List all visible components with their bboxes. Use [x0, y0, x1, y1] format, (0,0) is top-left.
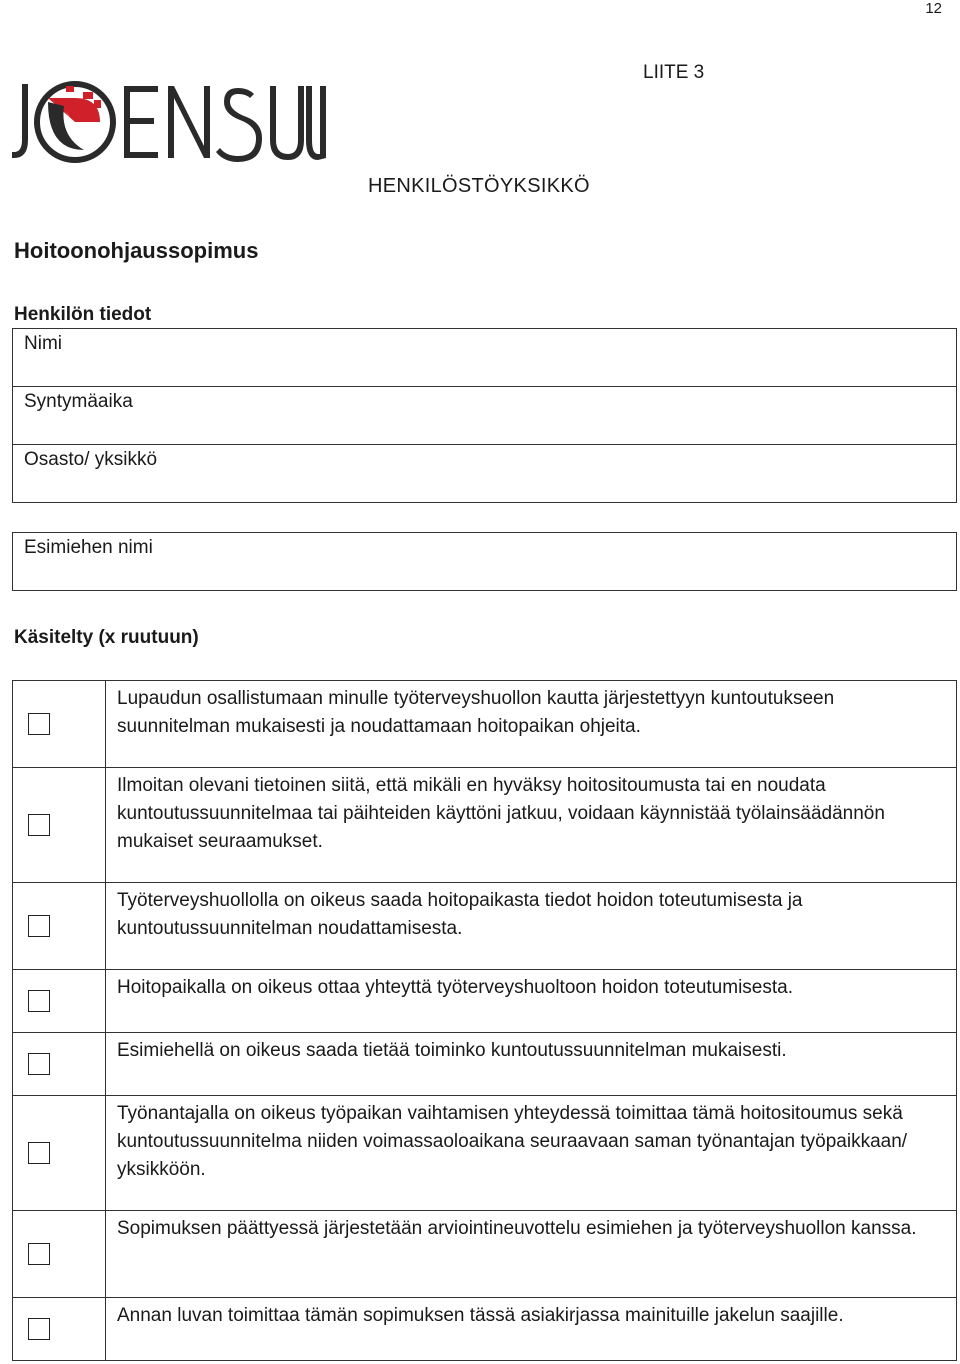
consent-row: [13, 1096, 957, 1211]
consent-text: Ilmoitan olevani tietoinen siitä, että mikäli en hyväksy hoitositoumusta tai en noudata kuntoutussuunnitelmaa tai päihteiden käyttöni jatkuu, voidaan käynnistää työlainsäädännön mukaiset seuraamukset.: [106, 768, 957, 883]
consent-checkbox[interactable]: [28, 713, 50, 735]
name-label: Nimi: [24, 333, 62, 354]
consent-text: Esimiehellä on oikeus saada tietää toiminko kuntoutussuunnitelman mukaisesti.: [106, 1033, 957, 1096]
consent-text: Lupaudun osallistumaan minulle työterveyshuollon kautta järjestettyyn kuntoutukseen suunnitelman mukaisesti ja noudattamaan hoitopaikan ohjeita.: [106, 681, 957, 768]
consent-row: [13, 1298, 957, 1361]
consent-checkbox[interactable]: [28, 1318, 50, 1340]
consent-checkbox[interactable]: [28, 1142, 50, 1164]
birthdate-label: Syntymäaika: [24, 391, 133, 412]
consent-checkbox[interactable]: [28, 1243, 50, 1265]
annex-label: LIITE 3: [643, 62, 705, 83]
supervisor-label: Esimiehen nimi: [24, 537, 153, 558]
consent-text: Annan luvan toimittaa tämän sopimuksen tässä asiakirjassa mainituille jakelun saajille.: [106, 1298, 957, 1361]
consent-text: Työterveyshuollolla on oikeus saada hoitopaikasta tiedot hoidon toteutumisesta ja kuntoutussuunnitelman noudattamisesta.: [106, 883, 957, 970]
supervisor-table: [12, 532, 957, 591]
consent-text: Hoitopaikalla on oikeus ottaa yhteyttä työterveyshuoltoon hoidon toteutumisesta.: [106, 970, 957, 1033]
department-label: Osasto/ yksikkö: [24, 449, 158, 470]
consent-checkbox[interactable]: [28, 1053, 50, 1075]
document-title: Hoitoonohjaussopimus: [14, 238, 259, 263]
consent-checkbox[interactable]: [28, 990, 50, 1012]
name-field[interactable]: [13, 329, 957, 387]
unit-title: HENKILÖSTÖYKSIKKÖ: [368, 175, 590, 197]
page-number: 12: [925, 0, 942, 17]
birthdate-field[interactable]: [13, 387, 957, 445]
consent-table: [12, 680, 957, 1361]
consent-row: [13, 1033, 957, 1096]
supervisor-field[interactable]: [13, 533, 957, 591]
consent-text: Sopimuksen päättyessä järjestetään arviointineuvottelu esimiehen ja työterveyshuollon kanssa.: [106, 1211, 957, 1298]
consent-row: [13, 883, 957, 970]
consent-row: [13, 768, 957, 883]
joensuu-logo: [8, 78, 328, 166]
consent-checkbox[interactable]: [28, 814, 50, 836]
consent-text: Työnantajalla on oikeus työpaikan vaihtamisen yhteydessä toimittaa tämä hoitositoumus sekä kuntoutussuunnitelma niiden voimassaoloaikana seuraavaan saman työnantajan työpaikkaan/ yksikköön.: [106, 1096, 957, 1211]
consent-checkbox[interactable]: [28, 915, 50, 937]
person-info-table: [12, 328, 957, 503]
consent-row: [13, 970, 957, 1033]
consent-row: [13, 681, 957, 768]
consent-row: [13, 1211, 957, 1298]
department-field[interactable]: [13, 445, 957, 503]
section-heading-handled: Käsitelty (x ruutuun): [14, 627, 199, 648]
section-heading-person: Henkilön tiedot: [14, 304, 152, 325]
